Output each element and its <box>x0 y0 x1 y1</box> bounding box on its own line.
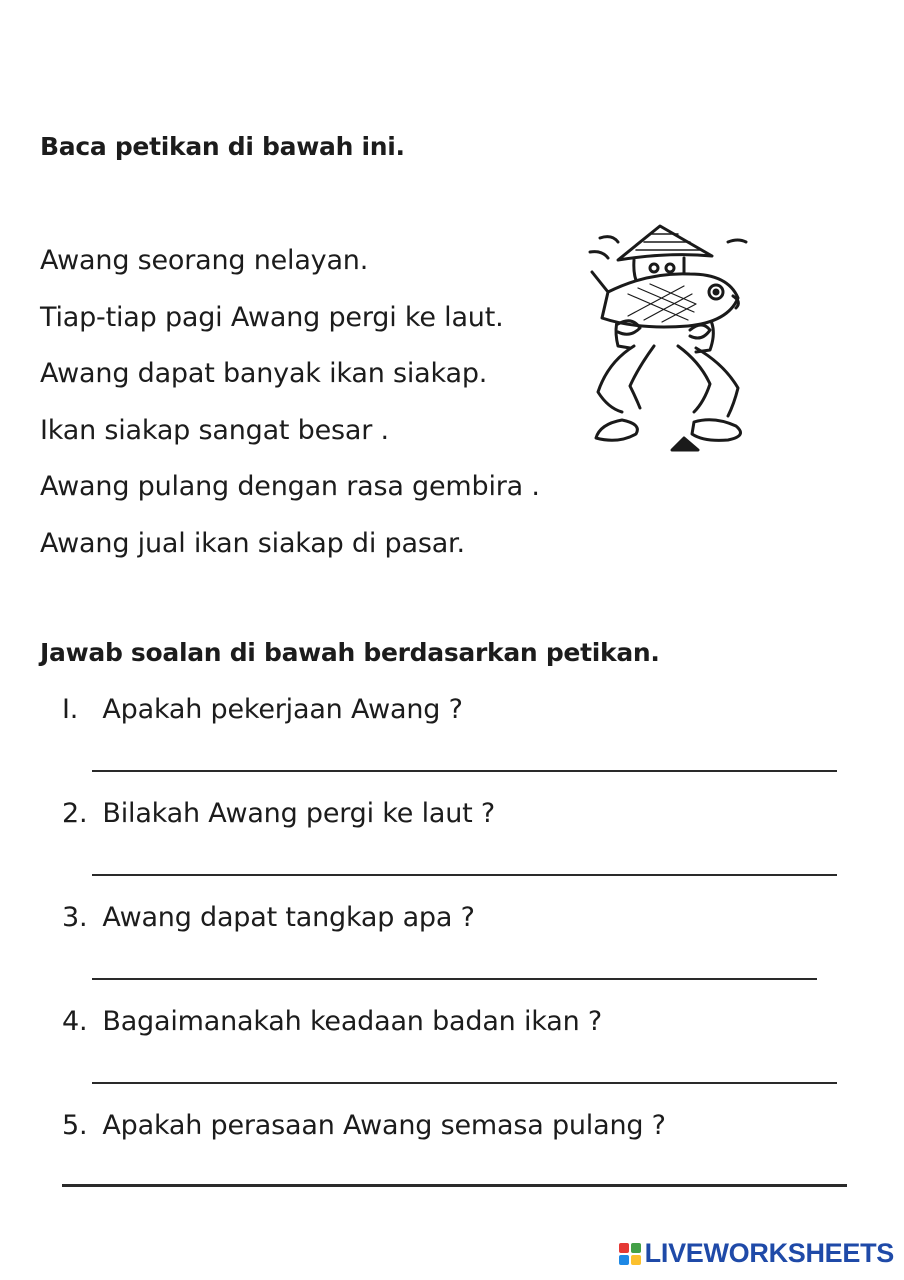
question-instruction: Jawab soalan di bawah berdasarkan petikan. <box>40 638 660 667</box>
question-number: I. <box>62 694 79 725</box>
question-text: Awang dapat tangkap apa ? <box>102 902 475 933</box>
question-number: 3. <box>62 902 88 933</box>
reading-instruction: Baca petikan di bawah ini. <box>40 132 405 161</box>
question-item <box>62 1106 852 1210</box>
question-item <box>62 898 852 1002</box>
answer-field[interactable] <box>92 770 837 772</box>
question-list <box>62 690 852 1210</box>
reading-passage <box>40 241 540 580</box>
logo-square <box>619 1243 629 1253</box>
question-text: Apakah pekerjaan Awang ? <box>102 694 463 725</box>
question-item <box>62 794 852 898</box>
question-item <box>62 1002 852 1106</box>
question-number: 4. <box>62 1006 88 1037</box>
passage-line: Awang jual ikan siakap di pasar. <box>40 527 465 559</box>
question-item <box>62 690 852 794</box>
passage-line: Ikan siakap sangat besar . <box>40 414 389 446</box>
question-number: 5. <box>62 1110 88 1141</box>
answer-field[interactable] <box>92 874 837 876</box>
answer-field[interactable] <box>92 1082 837 1084</box>
answer-field[interactable] <box>62 1184 847 1187</box>
question-text: Bagaimanakah keadaan badan ikan ? <box>102 1006 603 1037</box>
passage-line: Awang seorang nelayan. <box>40 245 369 276</box>
fisherman-holding-fish-icon <box>578 212 758 462</box>
passage-line: Tiap-tiap pagi Awang pergi ke laut. <box>40 301 504 333</box>
brand-label: LIVEWORKSHEETS <box>644 1238 894 1268</box>
question-number: 2. <box>62 798 88 829</box>
passage-line: Awang dapat banyak ikan siakap. <box>40 358 488 389</box>
question-text: Apakah perasaan Awang semasa pulang ? <box>102 1110 666 1141</box>
liveworksheets-logo[interactable] <box>619 1238 894 1269</box>
logo-square <box>631 1243 641 1253</box>
logo-square <box>631 1255 641 1265</box>
answer-field[interactable] <box>92 978 817 980</box>
logo-square <box>619 1255 629 1265</box>
liveworksheets-logo-icon <box>619 1243 641 1265</box>
passage-line: Awang pulang dengan rasa gembira . <box>40 471 540 502</box>
question-text: Bilakah Awang pergi ke laut ? <box>102 798 496 829</box>
